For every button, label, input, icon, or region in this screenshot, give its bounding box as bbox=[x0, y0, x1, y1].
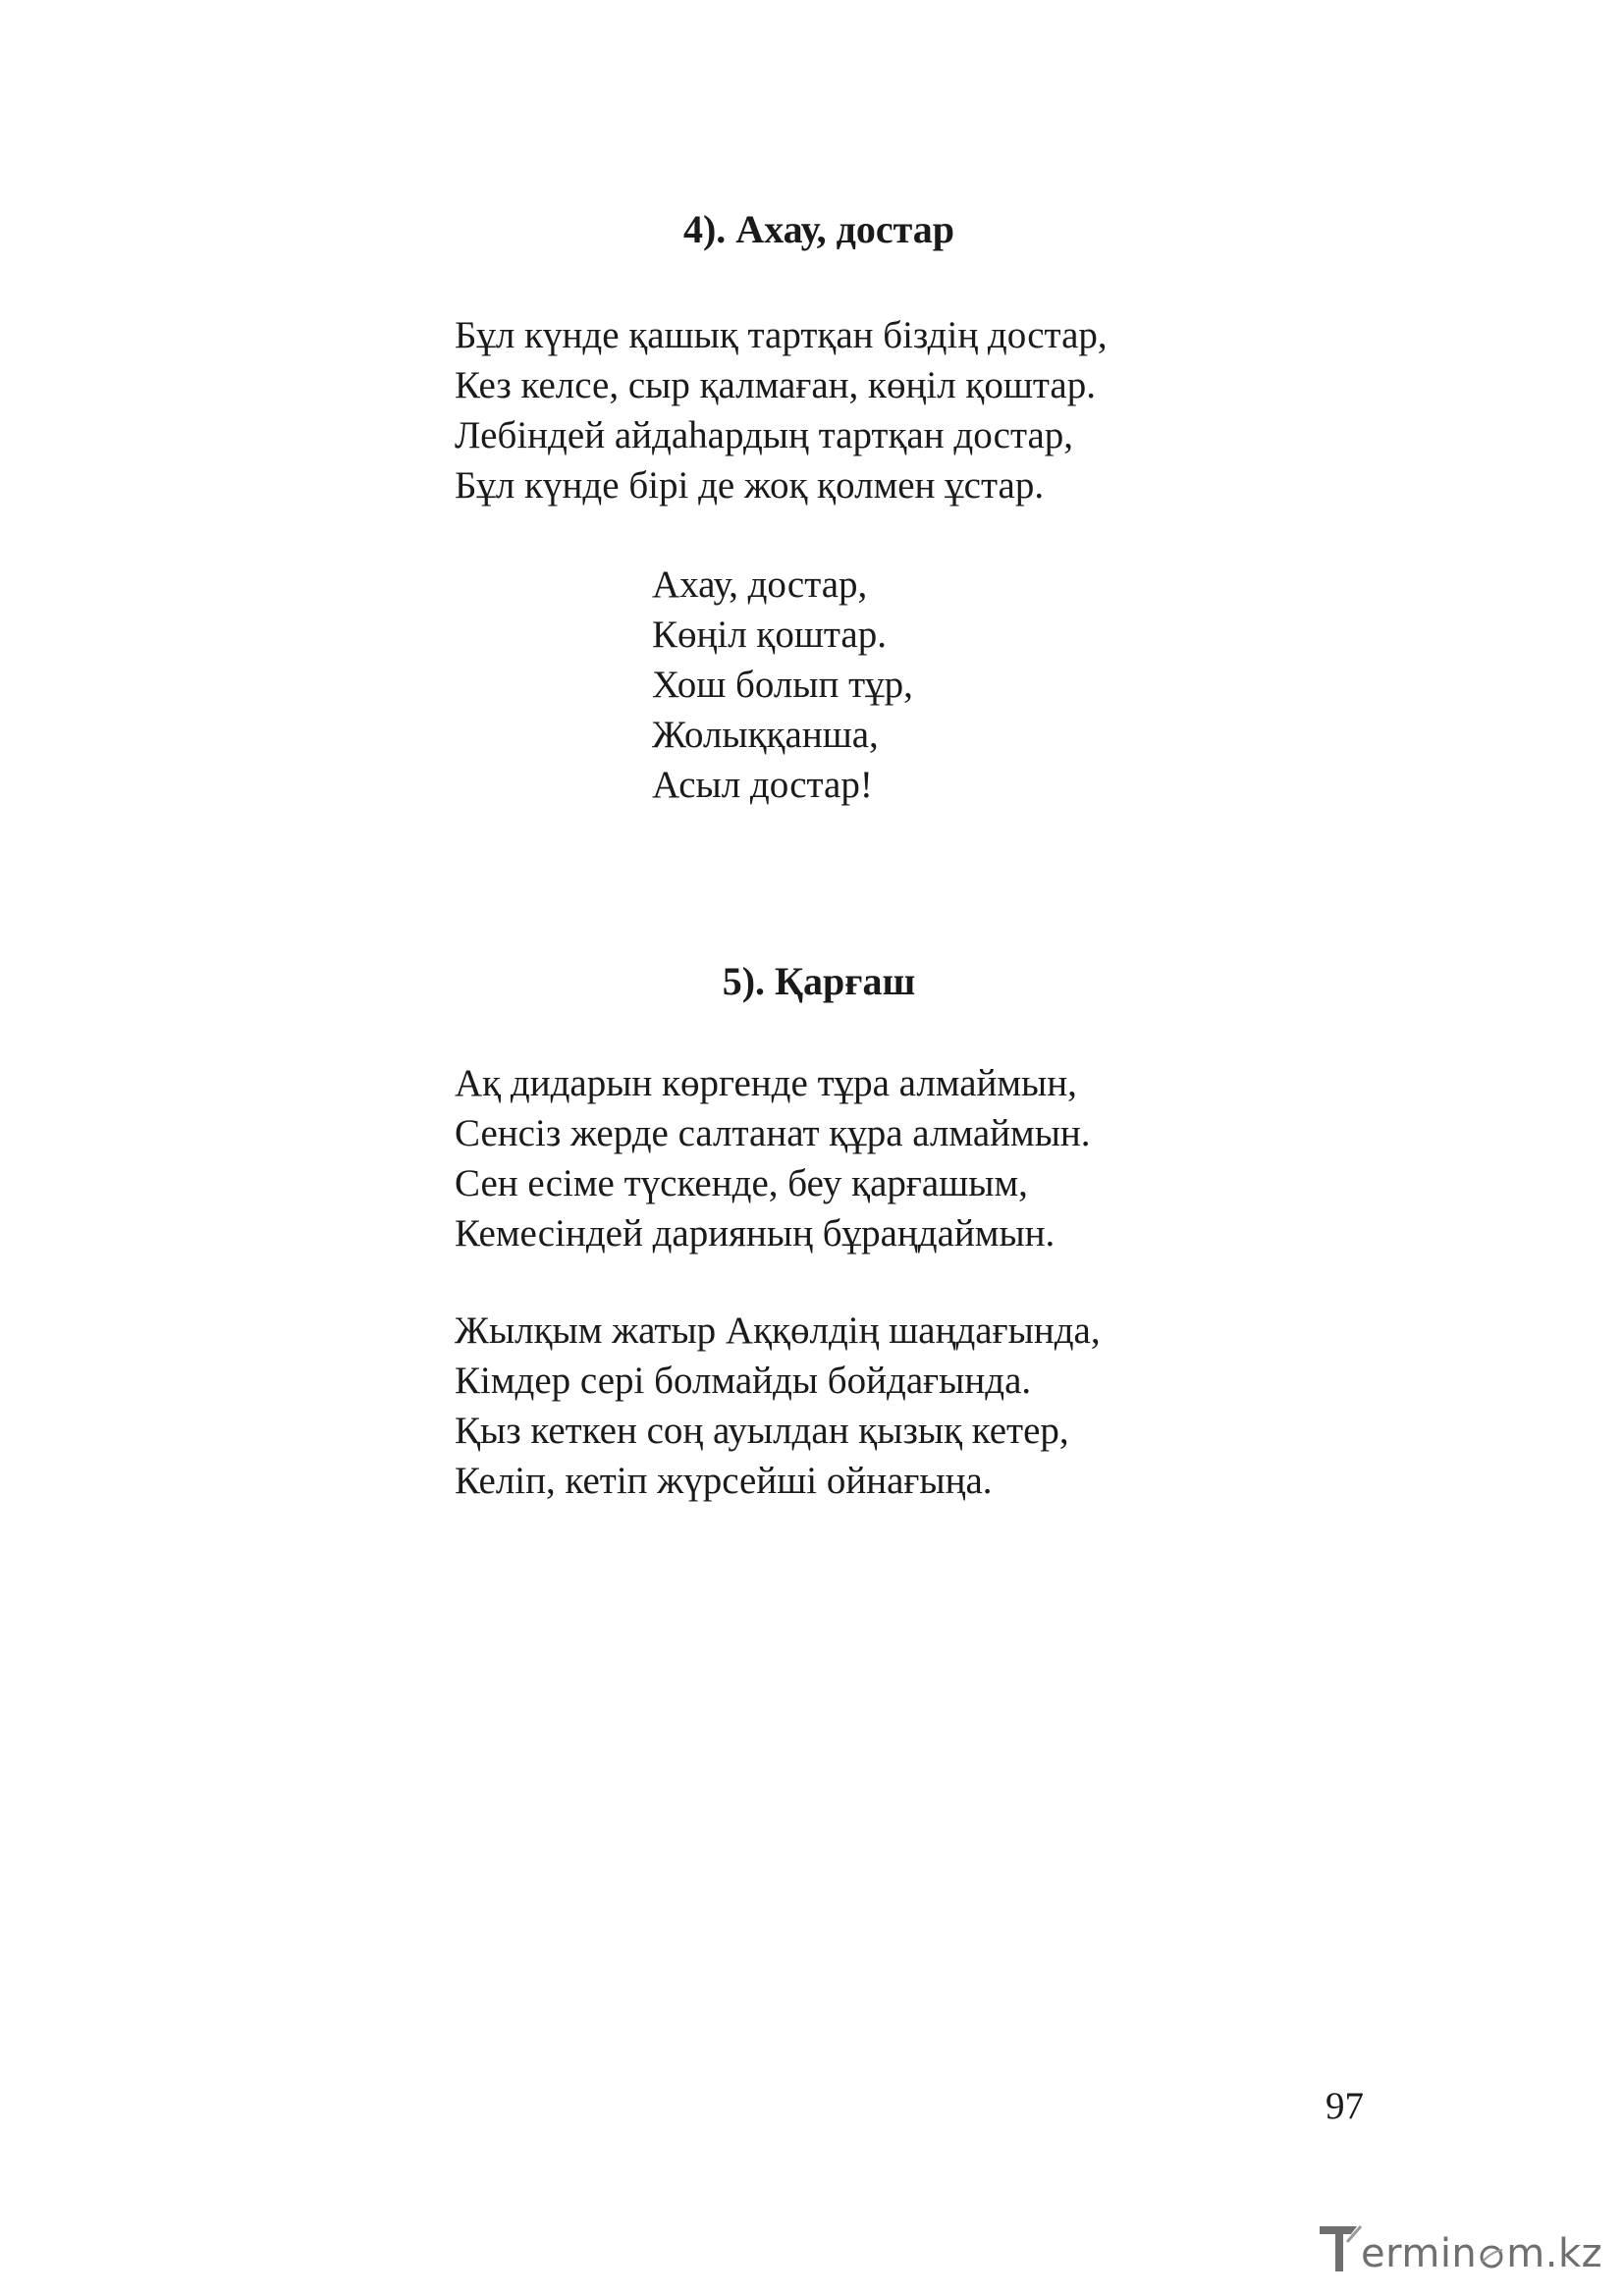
verse-line: Сенсіз жерде салтанат құра алмаймын. bbox=[455, 1112, 1091, 1154]
verse-line: Кемесіндей дарияның бұраңдаймын. bbox=[455, 1212, 1056, 1255]
refrain-line: Көңіл қоштар. bbox=[652, 614, 887, 656]
verse-line: Сен есіме түскенде, беу қарғашым, bbox=[455, 1162, 1028, 1204]
globe-icon bbox=[1479, 2244, 1504, 2269]
verse-line: Бұл күнде қашық тартқан біздің достар, bbox=[455, 314, 1108, 356]
poem-stanza bbox=[455, 1306, 1101, 1506]
verse-line: Кез келсе, сыр қалмаған, көңіл қоштар. bbox=[455, 364, 1096, 406]
refrain-line: Ахау, достар, bbox=[652, 563, 868, 606]
verse-line: Келіп, кетіп жүрсейші ойнағыңа. bbox=[455, 1460, 993, 1502]
verse-line: Кімдер сері болмайды бойдағында. bbox=[455, 1360, 1032, 1402]
watermark-text-part: m.kz bbox=[1506, 2231, 1603, 2276]
refrain-line: Жолыққанша, bbox=[652, 714, 879, 756]
poem-stanza bbox=[455, 1058, 1091, 1258]
verse-line: Қыз кеткен соң ауылдан қызық кетер, bbox=[455, 1410, 1069, 1452]
refrain-line: Хош болып тұр, bbox=[652, 664, 913, 706]
page-number: 97 bbox=[1326, 2085, 1364, 2127]
termincom-watermark[interactable] bbox=[1318, 2216, 1602, 2275]
verse-line: Ақ дидарын көргенде тұра алмаймын, bbox=[455, 1062, 1077, 1104]
poem-refrain bbox=[652, 560, 913, 810]
termincom-logo-icon bbox=[1318, 2222, 1363, 2275]
refrain-line: Асыл достар! bbox=[652, 764, 873, 806]
verse-line: Бұл күнде бірі де жоқ қолмен ұстар. bbox=[455, 464, 1045, 507]
watermark-text-part: ermin bbox=[1361, 2231, 1478, 2276]
poem-stanza bbox=[455, 310, 1108, 510]
poem-title: 5). Қарғаш bbox=[722, 959, 916, 1003]
verse-line: Лебіндей айдаһардың тартқан достар, bbox=[455, 414, 1074, 456]
verse-line: Жылқым жатыр Аққөлдің шаңдағында, bbox=[455, 1309, 1101, 1352]
poem-title: 4). Ахау, достар bbox=[682, 207, 954, 251]
watermark-text bbox=[1361, 2232, 1602, 2275]
